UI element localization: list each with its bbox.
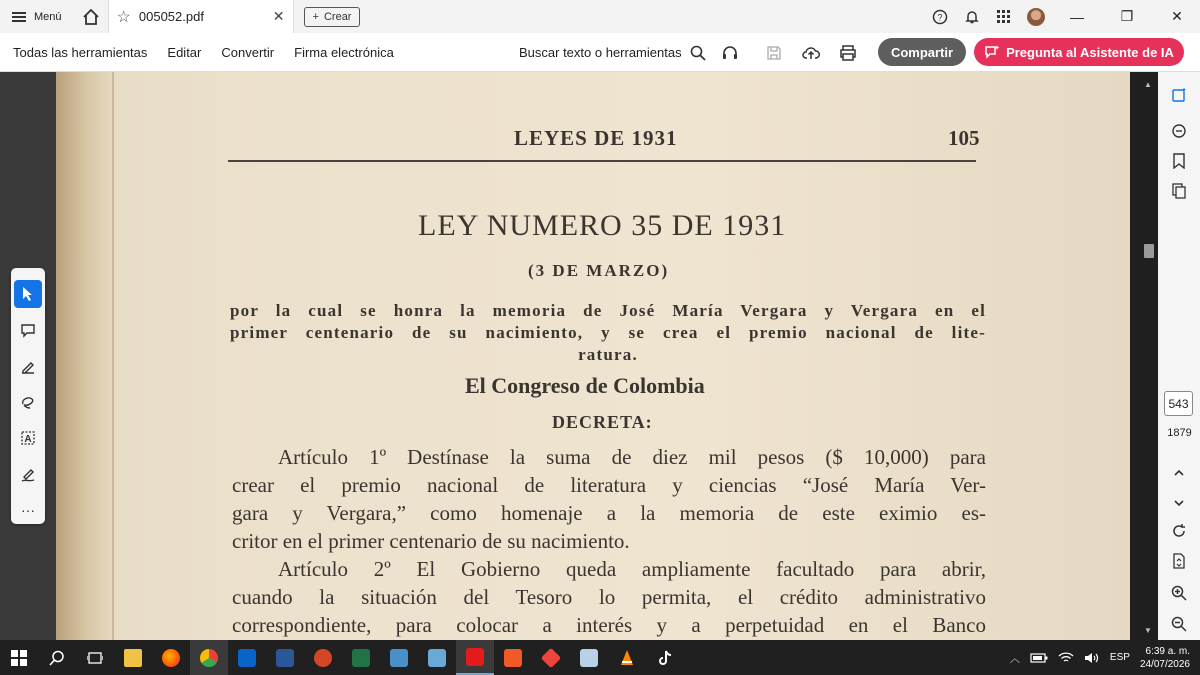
article-line: correspondiente, para colocar a interés y a perpetuidad en el Banco [232,613,986,637]
highlight-pen-icon[interactable] [14,352,42,380]
acrobat-icon[interactable] [456,640,494,675]
home-icon [82,8,100,26]
article-line: crear el premio nacional de literatura y ciencias “José María Ver- [232,473,986,497]
menu-all-tools[interactable]: Todas las herramientas [13,44,148,60]
main-toolbar [0,33,1200,72]
svg-text:?: ? [937,12,943,22]
chrome-icon[interactable] [190,640,228,675]
home-button[interactable] [74,0,108,33]
current-page-input[interactable]: 543 [1164,391,1193,416]
upload-cloud-icon[interactable] [799,41,823,65]
article-line: Artículo 2º El Gobierno queda ampliamente facultado para abrir, [278,557,986,581]
select-cursor-icon[interactable] [14,280,42,308]
sign-icon[interactable] [14,460,42,488]
avatar[interactable] [1022,3,1050,31]
tab-title: 005052.pdf [138,9,204,24]
text-box-icon[interactable] [14,424,42,452]
task-view-icon[interactable] [76,640,114,675]
article-line: gara y Vergara,” como homenaje a la memoria de este eximio es- [232,501,986,525]
create-button[interactable] [304,7,361,27]
anydesk-icon[interactable] [532,640,570,675]
print-icon[interactable] [836,41,860,65]
scrollbar-thumb[interactable] [1144,244,1154,258]
law-title: LEY NUMERO 35 DE 1931 [418,209,787,242]
powerpoint-icon[interactable] [304,640,342,675]
scroll-up-arrow-icon[interactable]: ▲ [1144,80,1152,89]
calculator-icon[interactable] [570,640,608,675]
vlc-icon[interactable] [608,640,646,675]
document-tab[interactable] [108,0,294,33]
nav-up-icon[interactable] [1164,458,1194,488]
tray-chevron-icon[interactable]: ︿ [1009,654,1020,665]
file-explorer-icon[interactable] [114,640,152,675]
menu-convert[interactable]: Convertir [221,44,275,60]
read-aloud-icon[interactable] [718,41,742,65]
bookmarks-icon[interactable] [1164,146,1194,176]
start-icon[interactable] [0,640,38,675]
summary-line: primer centenario de su nacimiento, y se crea el premio nacional de lite- [230,323,986,342]
law-summary [230,300,986,366]
menu-e-sign[interactable]: Firma electrónica [294,44,394,60]
svg-text:A: A [24,434,32,445]
restore-button[interactable]: ❐ [1120,8,1134,24]
nav-down-icon[interactable] [1164,488,1194,518]
hamburger-icon [12,12,26,22]
scroll-down-arrow-icon[interactable]: ▼ [1144,626,1152,635]
menu-edit[interactable]: Editar [167,44,202,60]
ai-assistant-icon [984,44,1000,60]
user-avatar-icon [1027,8,1045,26]
minimize-button[interactable]: — [1070,8,1084,25]
volume-icon[interactable] [1084,652,1100,664]
foxit-icon[interactable] [494,640,532,675]
congress-heading: El Congreso de Colombia [465,373,705,398]
title-bar [0,0,1200,33]
word-icon[interactable] [266,640,304,675]
search-tools[interactable] [519,33,706,72]
outlook-icon[interactable] [228,640,266,675]
clock[interactable] [1140,645,1190,671]
add-comment-icon[interactable] [14,316,42,344]
draw-freehand-icon[interactable] [14,388,42,416]
page-binding-shadow [56,72,118,640]
comments-panel-icon[interactable] [1164,116,1194,146]
windows-taskbar [0,640,1200,675]
excel-icon[interactable] [342,640,380,675]
save-icon[interactable] [762,41,786,65]
photos-icon[interactable] [380,640,418,675]
menu-button[interactable] [0,0,74,33]
header-rule [228,160,976,162]
mail-icon[interactable] [418,640,456,675]
clock-date: 24/07/2026 [1139,658,1190,670]
clock-time: 6:39 a. m. [1145,645,1190,657]
vertical-scrollbar[interactable] [1130,72,1158,640]
create-label: Crear [323,10,352,23]
article-line: Artículo 1º Destínase la suma de diez mil pesos ($ 10,000) para [278,445,986,469]
help-icon[interactable] [926,3,954,31]
zoom-out-icon[interactable] [1164,609,1194,639]
zoom-in-icon[interactable] [1164,578,1194,608]
article-line: critor en el primer centenario de su nacimiento. [232,529,630,553]
close-window-button[interactable]: ✕ [1171,8,1183,24]
summary-line: por la cual se honra la memoria de José María Vergara y Vergara en el [230,301,986,320]
battery-icon[interactable] [1030,653,1048,663]
decreta-heading: DECRETA: [552,412,653,432]
article-2 [232,555,986,639]
ai-assistant-label: Pregunta al Asistente de IA [1006,44,1174,60]
article-line: cuando la situación del Tesoro lo permita, el crédito administrativo [232,585,986,609]
summary-line: ratura. [578,345,638,364]
total-pages: 1879 [1167,427,1192,439]
titlebar-right [926,0,1200,33]
page-thumbnails-icon[interactable] [1164,176,1194,206]
bell-icon[interactable] [958,3,986,31]
law-date: (3 DE MARZO) [528,261,670,280]
rotate-icon[interactable] [1164,516,1194,546]
tiktok-icon[interactable] [646,640,684,675]
search-icon[interactable] [38,640,76,675]
firefox-icon[interactable] [152,640,190,675]
page-number: 105 [948,126,980,150]
star-icon[interactable]: ☆ [116,8,131,26]
more-tools-icon[interactable]: ··· [21,502,35,518]
running-head: LEYES DE 1931 [514,126,678,150]
language-indicator[interactable]: ESP [1109,652,1130,663]
page-fit-icon[interactable] [1164,546,1194,576]
search-icon [690,45,706,61]
system-tray [1010,645,1200,671]
close-tab-icon[interactable]: ✕ [272,8,285,24]
plus-icon: + [312,10,319,23]
quick-tools-rail [11,268,45,524]
right-panel-rail [1158,72,1200,640]
ai-generate-icon[interactable] [1164,80,1194,110]
search-tools-label: Buscar texto o herramientas [519,45,682,60]
menu-label: Menú [34,10,62,23]
page-fold-line [112,72,114,640]
ai-assistant-button[interactable] [974,38,1184,66]
document-viewport[interactable] [0,72,1130,640]
wifi-icon[interactable] [1058,652,1074,664]
article-1 [232,443,986,555]
apps-grid-icon[interactable] [990,3,1018,31]
share-button[interactable]: Compartir [878,38,966,66]
